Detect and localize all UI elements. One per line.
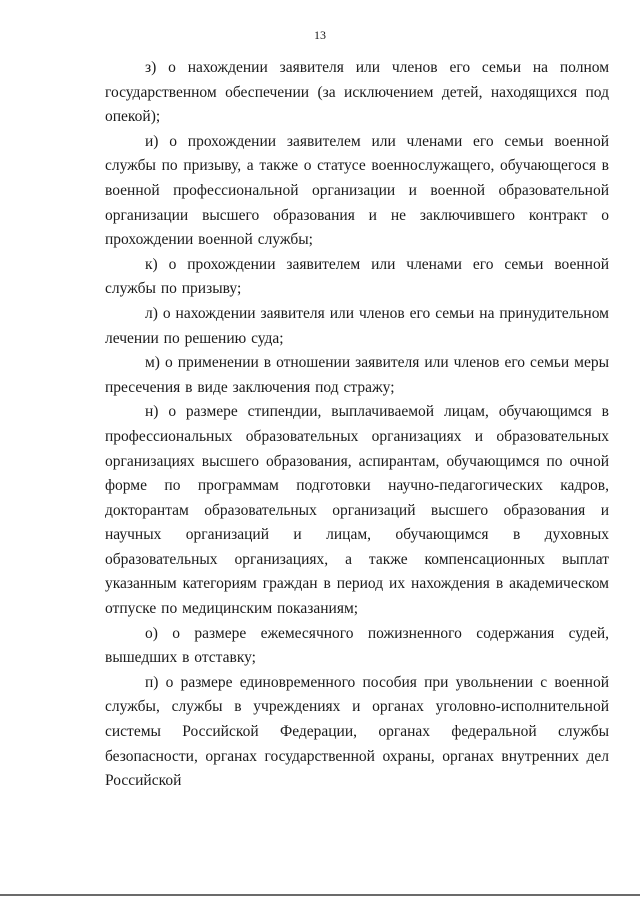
document-body	[105, 56, 609, 794]
paragraph-n: н) о размере стипендии, выплачиваемой лицам, обучающимся в профессиональных образовательных организациях и образовательных организациях высшего образования, аспирантам, обучающимся по очной форме по программам подготовки научно-педагогических кадров, докторантам образовательных организаций высшего образования и научных организаций и лицам, обучающимся в духовных образовательных организациях, а также компенсационных выплат указанным категориям граждан в период их нахождения в академическом отпуске по медицинским показаниям;	[105, 403, 609, 618]
paragraph-l: л) о нахождении заявителя или членов его семьи на принудительном лечении по решению суда;	[105, 304, 609, 347]
bottom-scan-edge	[0, 894, 640, 896]
paragraph-z: з) о нахождении заявителя или членов его семьи на полном государственном обеспечении (за исключением детей, находящихся под опекой);	[105, 59, 609, 126]
paragraph-m: м) о применении в отношении заявителя или членов его семьи меры пресечения в виде заключения под стражу;	[105, 354, 609, 396]
paragraph-i: и) о прохождении заявителем или членами его семьи военной службы по призыву, а также о статусе военнослужащего, обучающегося в военной профессиональной организации и военной образовательной организации высшего образования и не заключившего контракт о прохождении военной службы;	[105, 132, 609, 249]
paragraph-o: о) о размере ежемесячного пожизненного содержания судей, вышедших в отставку;	[105, 624, 609, 667]
page-number: 13	[314, 28, 326, 42]
paragraph-k: к) о прохождении заявителем или членами его семьи военной службы по призыву;	[105, 255, 609, 298]
paragraph-p: п) о размере единовременного пособия при увольнении с военной службы, службы в учреждениях и органах уголовно-исполнительной системы Российской Федерации, органах федеральной службы безопасности, органах государственной охраны, органах внутренних дел Российской	[105, 673, 609, 790]
